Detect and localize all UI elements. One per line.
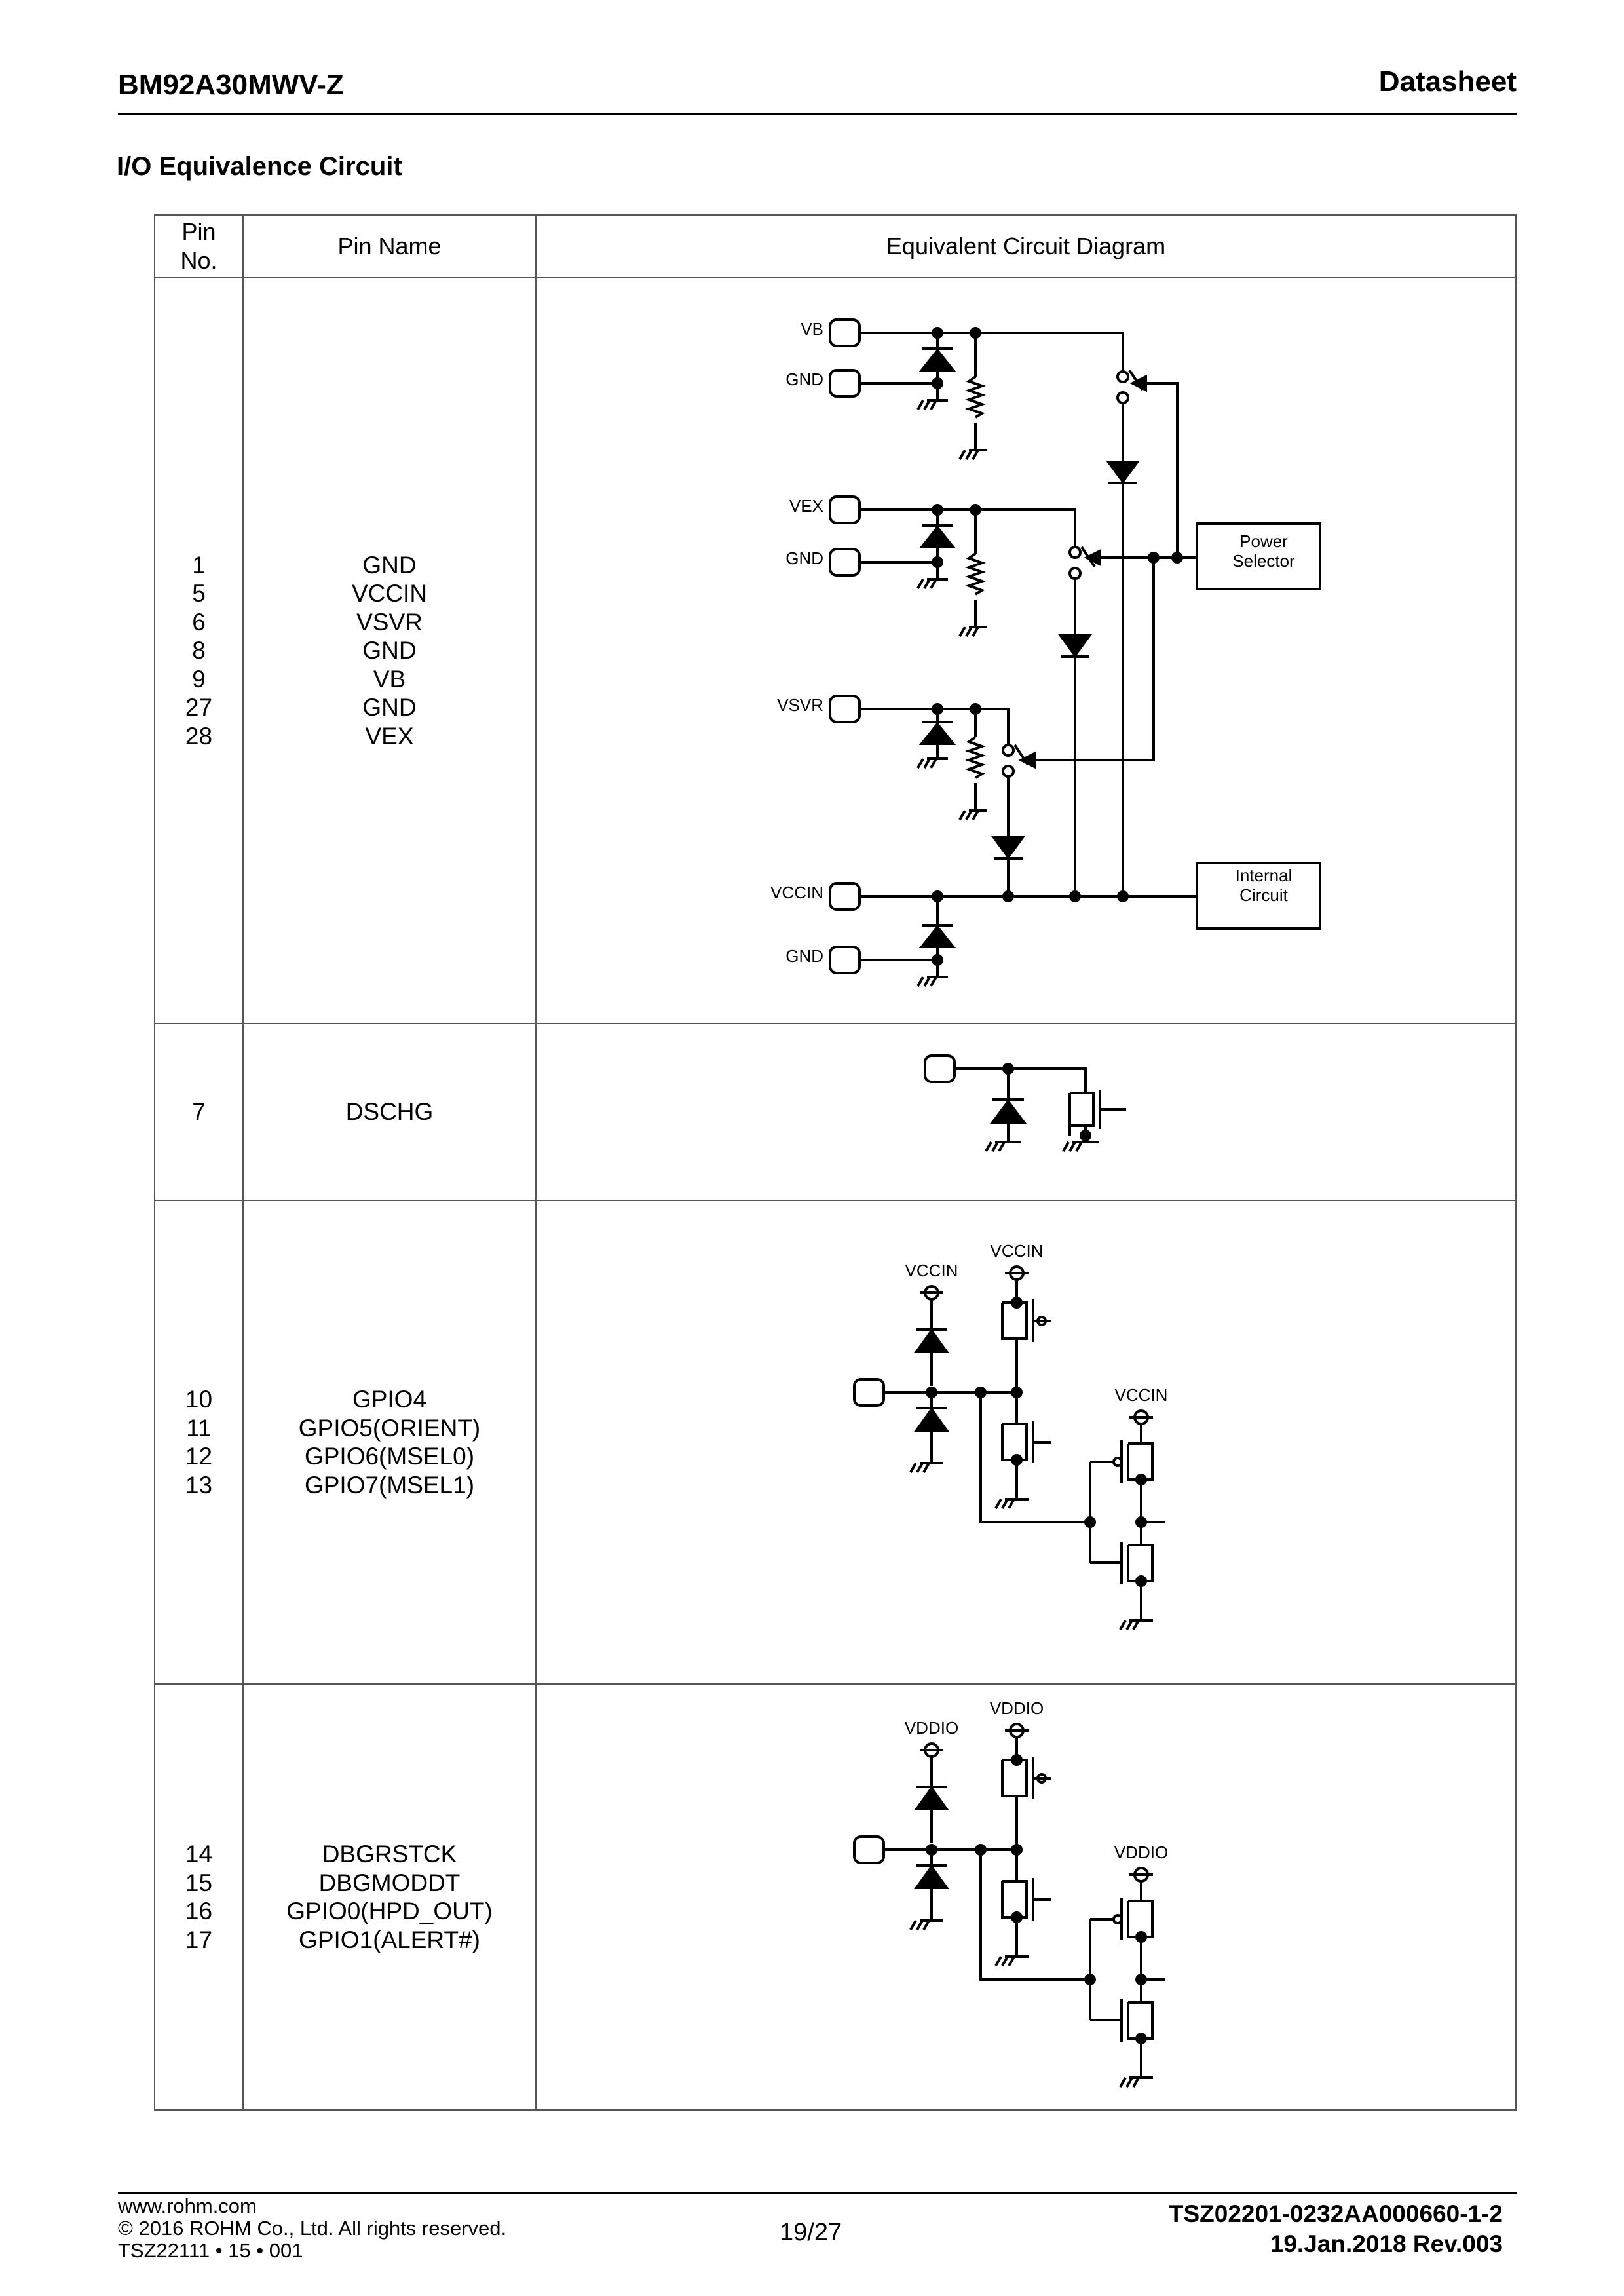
footer-left — [118, 2195, 506, 2262]
svg-text:GND: GND — [785, 946, 823, 966]
table-row — [155, 1684, 1516, 2110]
pin-numbers: 14 15 16 17 — [155, 1684, 243, 2110]
section-title: I/O Equivalence Circuit — [117, 152, 402, 181]
doc-type: Datasheet — [1378, 66, 1517, 98]
svg-text:GND: GND — [785, 370, 823, 389]
table-row — [155, 278, 1516, 1024]
pin-numbers: 7 — [155, 1024, 243, 1200]
table-row — [155, 1024, 1516, 1200]
col-circuit: Equivalent Circuit Diagram — [536, 215, 1516, 278]
svg-text:GND: GND — [785, 548, 823, 568]
form-code: TSZ22111 • 15 • 001 — [118, 2239, 303, 2262]
power-circuit-diagram — [536, 278, 1516, 1024]
svg-text:VCCIN: VCCIN — [770, 883, 823, 902]
pin-names: GND VCCIN VSVR GND VB GND VEX — [243, 278, 536, 1024]
pin-names: DSCHG — [243, 1024, 536, 1200]
svg-text:VCCIN: VCCIN — [905, 1261, 958, 1280]
svg-text:VCCIN: VCCIN — [990, 1241, 1044, 1261]
doc-number: TSZ02201-0232AA000660-1-2 — [1168, 2200, 1503, 2227]
svg-text:Internal: Internal — [1235, 866, 1293, 885]
dschg-circuit-diagram — [536, 1024, 1516, 1200]
svg-text:VDDIO: VDDIO — [989, 1698, 1044, 1718]
copyright: © 2016 ROHM Co., Ltd. All rights reserved. — [118, 2217, 507, 2240]
svg-text:Selector: Selector — [1232, 551, 1295, 571]
date-revision: 19.Jan.2018 Rev.003 — [1270, 2230, 1503, 2257]
footer-right — [1169, 2199, 1503, 2259]
pin-names: GPIO4 GPIO5(ORIENT) GPIO6(MSEL0) GPIO7(MSEL1) — [243, 1200, 536, 1684]
footer-rule — [118, 2192, 1517, 2194]
gpio-circuit-diagram — [536, 1200, 1516, 1684]
pin-numbers: 10 11 12 13 — [155, 1200, 243, 1684]
io-equivalence-table — [154, 214, 1517, 2111]
page-number: 19/27 — [780, 2219, 842, 2246]
pin-numbers: 1 5 6 8 9 27 28 — [155, 278, 243, 1024]
table-header-row — [155, 215, 1516, 278]
part-number: BM92A30MWV-Z — [118, 69, 344, 101]
table-row — [155, 1200, 1516, 1684]
svg-text:Circuit: Circuit — [1239, 885, 1288, 905]
svg-text:VDDIO: VDDIO — [904, 1718, 959, 1738]
svg-text:VDDIO: VDDIO — [1114, 1843, 1169, 1862]
svg-text:VCCIN: VCCIN — [1114, 1385, 1168, 1405]
svg-text:Power: Power — [1239, 531, 1288, 551]
svg-text:VEX: VEX — [789, 496, 823, 516]
header-rule — [118, 113, 1517, 115]
svg-text:VB: VB — [801, 319, 823, 339]
col-pin-no: Pin No. — [155, 215, 243, 278]
col-pin-name: Pin Name — [243, 215, 536, 278]
svg-text:VSVR: VSVR — [777, 695, 823, 715]
pin-names: DBGRSTCK DBGMODDT GPIO0(HPD_OUT) GPIO1(ALERT#) — [243, 1684, 536, 2110]
website-link[interactable]: www.rohm.com — [118, 2194, 257, 2217]
debug-gpio-circuit-diagram — [536, 1684, 1516, 2110]
